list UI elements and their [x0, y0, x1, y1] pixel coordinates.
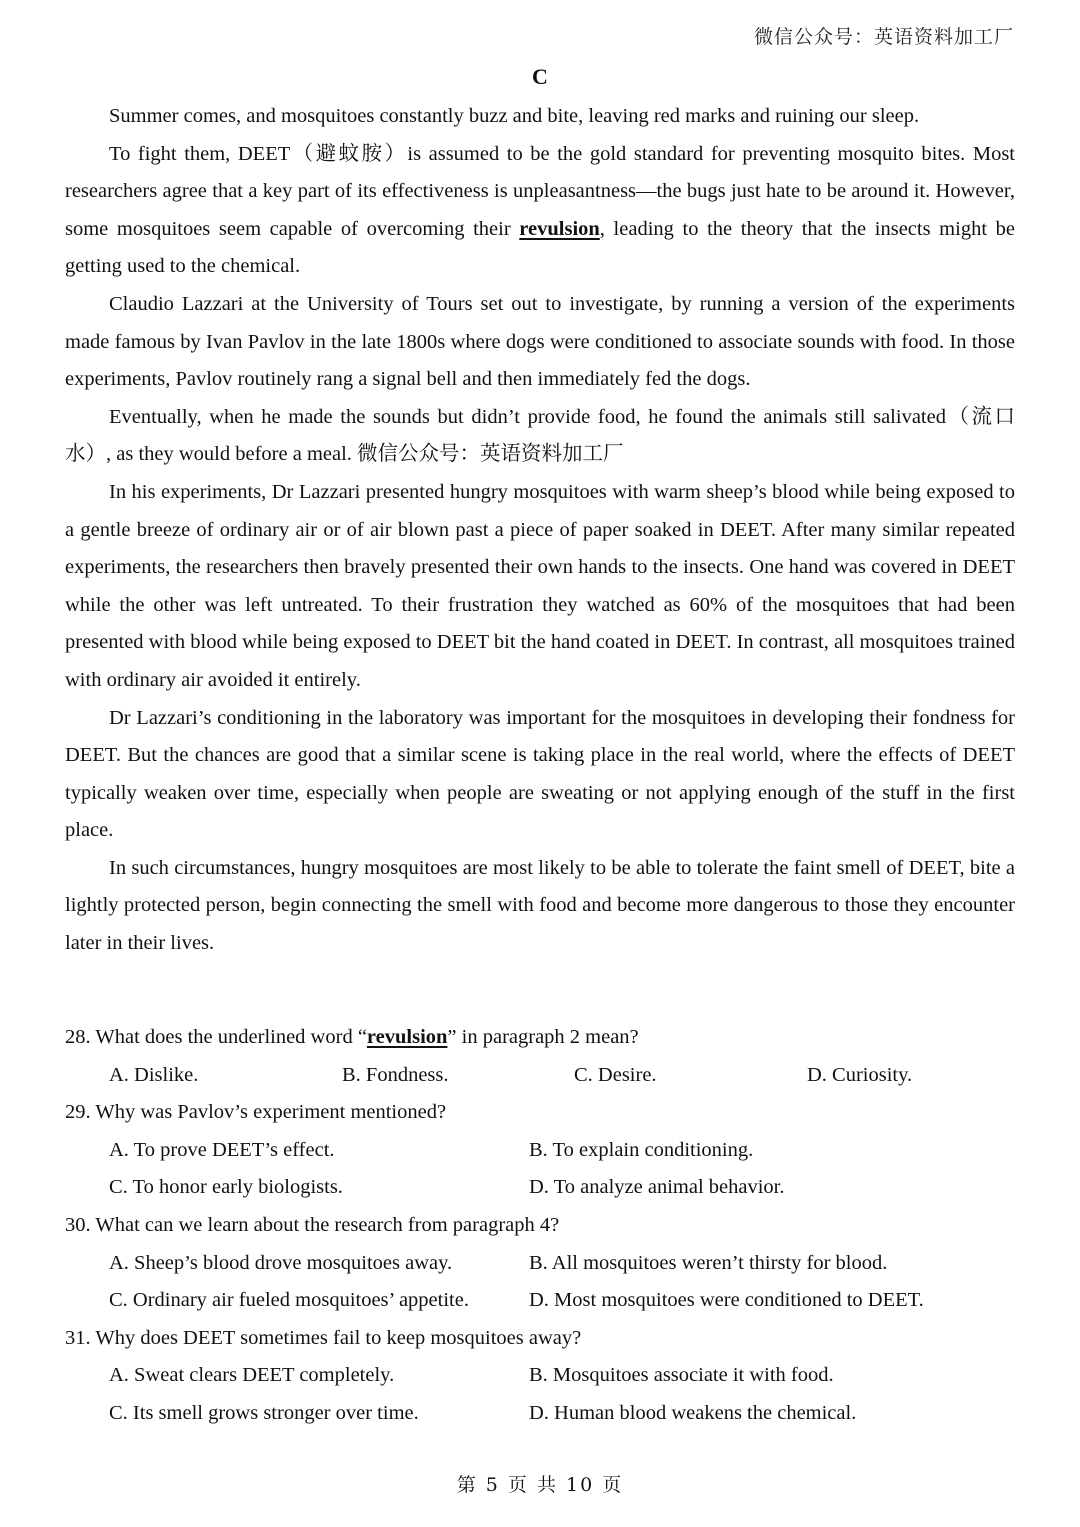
question-stem: 29. Why was Pavlov’s experiment mentioned?	[65, 1101, 447, 1124]
paragraph-4: Eventually, when he made the sounds but didn’t provide food, he found the animals still salivated（流口水）, as they would before a meal. 微信公众号：英语资料加工厂	[65, 405, 1015, 466]
paragraph-1: Summer comes, and mosquitoes constantly buzz and bite, leaving red marks and ruining our sleep.	[109, 105, 920, 127]
question-30	[65, 1207, 1015, 1320]
question-28-keyword: revulsion	[366, 1026, 448, 1048]
option-c[interactable]: C. Desire.	[574, 1063, 657, 1086]
reading-passage	[65, 98, 1015, 963]
option-row	[65, 1057, 1015, 1095]
question-stem: 30. What can we learn about the research from paragraph 4?	[65, 1213, 560, 1236]
underlined-keyword: revulsion	[519, 217, 600, 240]
paragraph-3: Claudio Lazzari at the University of Tours set out to investigate, by running a version of the experiments made famous by Ivan Pavlov in the late 1800s where dogs were conditioned to associate sounds with food. In those experiments, Pavlov routinely rang a signal bell and then immediately fed the dogs.	[65, 292, 1015, 391]
question-stem: 31. Why does DEET sometimes fail to keep mosquitoes away?	[65, 1326, 582, 1349]
option-a[interactable]: A. Sheep’s blood drove mosquitoes away.	[109, 1251, 453, 1274]
option-d[interactable]: D. Curiosity.	[807, 1063, 913, 1086]
option-row	[65, 1169, 1015, 1207]
option-row	[65, 1395, 1015, 1433]
question-stem	[65, 1019, 1015, 1057]
section-title: C	[532, 64, 548, 89]
option-a[interactable]: A. To prove DEET’s effect.	[109, 1138, 335, 1161]
option-row	[65, 1132, 1015, 1170]
question-28-stem-a: 28. What does the underlined word “	[65, 1026, 367, 1048]
option-b[interactable]: B. All mosquitoes weren’t thirsty for blood.	[529, 1251, 888, 1274]
question-28-stem-b: ” in paragraph 2 mean?	[447, 1026, 639, 1048]
option-row	[65, 1357, 1015, 1395]
option-c[interactable]: C. Its smell grows stronger over time.	[109, 1401, 419, 1424]
paragraph-2-text-a: To fight them, DEET（避蚊胺）is assumed to be the gold standard for preventing mosquito bites. Most researchers agree that a key part of its effectiveness is unpleasantness—the bugs just hate to be around it. However, some mosquitoes seem capable of overcoming their	[65, 142, 1015, 240]
option-b[interactable]: B. Fondness.	[342, 1063, 449, 1086]
option-b[interactable]: B. To explain conditioning.	[529, 1138, 754, 1161]
paragraph-7: In such circumstances, hungry mosquitoes are most likely to be able to tolerate the faint smell of DEET, bite a lightly protected person, begin connecting the smell with food and become more dangerous to those they encounter later in their lives.	[65, 856, 1015, 955]
option-c[interactable]: C. To honor early biologists.	[109, 1176, 343, 1199]
option-row	[65, 1245, 1015, 1283]
option-d[interactable]: D. Most mosquitoes were conditioned to DEET.	[529, 1289, 924, 1312]
page-header: 微信公众号：英语资料加工厂	[753, 26, 1014, 48]
option-d[interactable]: D. To analyze animal behavior.	[529, 1176, 785, 1199]
question-31	[65, 1320, 1015, 1433]
option-a[interactable]: A. Dislike.	[109, 1063, 199, 1086]
question-list	[65, 1019, 1015, 1433]
paragraph-6: Dr Lazzari’s conditioning in the laboratory was important for the mosquitoes in developing their fondness for DEET. But the chances are good that a similar scene is taking place in the real world, where the effects of DEET typically weaken over time, especially when people are sweating or not applying enough of the stuff in the first place.	[65, 706, 1015, 842]
option-row	[65, 1282, 1015, 1320]
paragraph-5: In his experiments, Dr Lazzari presented hungry mosquitoes with warm sheep’s blood while being exposed to a gentle breeze of ordinary air or of air blown past a piece of paper soaked in DEET. After many similar repeated experiments, the researchers then bravely presented their own hands to the insects. One hand was covered in DEET while the other was left untreated. To their frustration they watched as 60% of the mosquitoes that had been presented with blood while being exposed to DEET bit the hand coated in DEET. In contrast, all mosquitoes trained with ordinary air avoided it entirely.	[65, 480, 1015, 691]
option-b[interactable]: B. Mosquitoes associate it with food.	[529, 1364, 834, 1387]
option-d[interactable]: D. Human blood weakens the chemical.	[529, 1401, 857, 1424]
paragraph-2-text-b: , leading to the theory that the insects might be getting used to the chemical.	[65, 217, 1015, 278]
option-c[interactable]: C. Ordinary air fueled mosquitoes’ appetite.	[109, 1289, 469, 1312]
paragraph-2	[65, 136, 1015, 286]
question-28	[65, 1019, 1015, 1094]
option-a[interactable]: A. Sweat clears DEET completely.	[109, 1364, 395, 1387]
page-footer: 第 5 页 共 10 页	[456, 1474, 624, 1496]
question-29	[65, 1094, 1015, 1207]
